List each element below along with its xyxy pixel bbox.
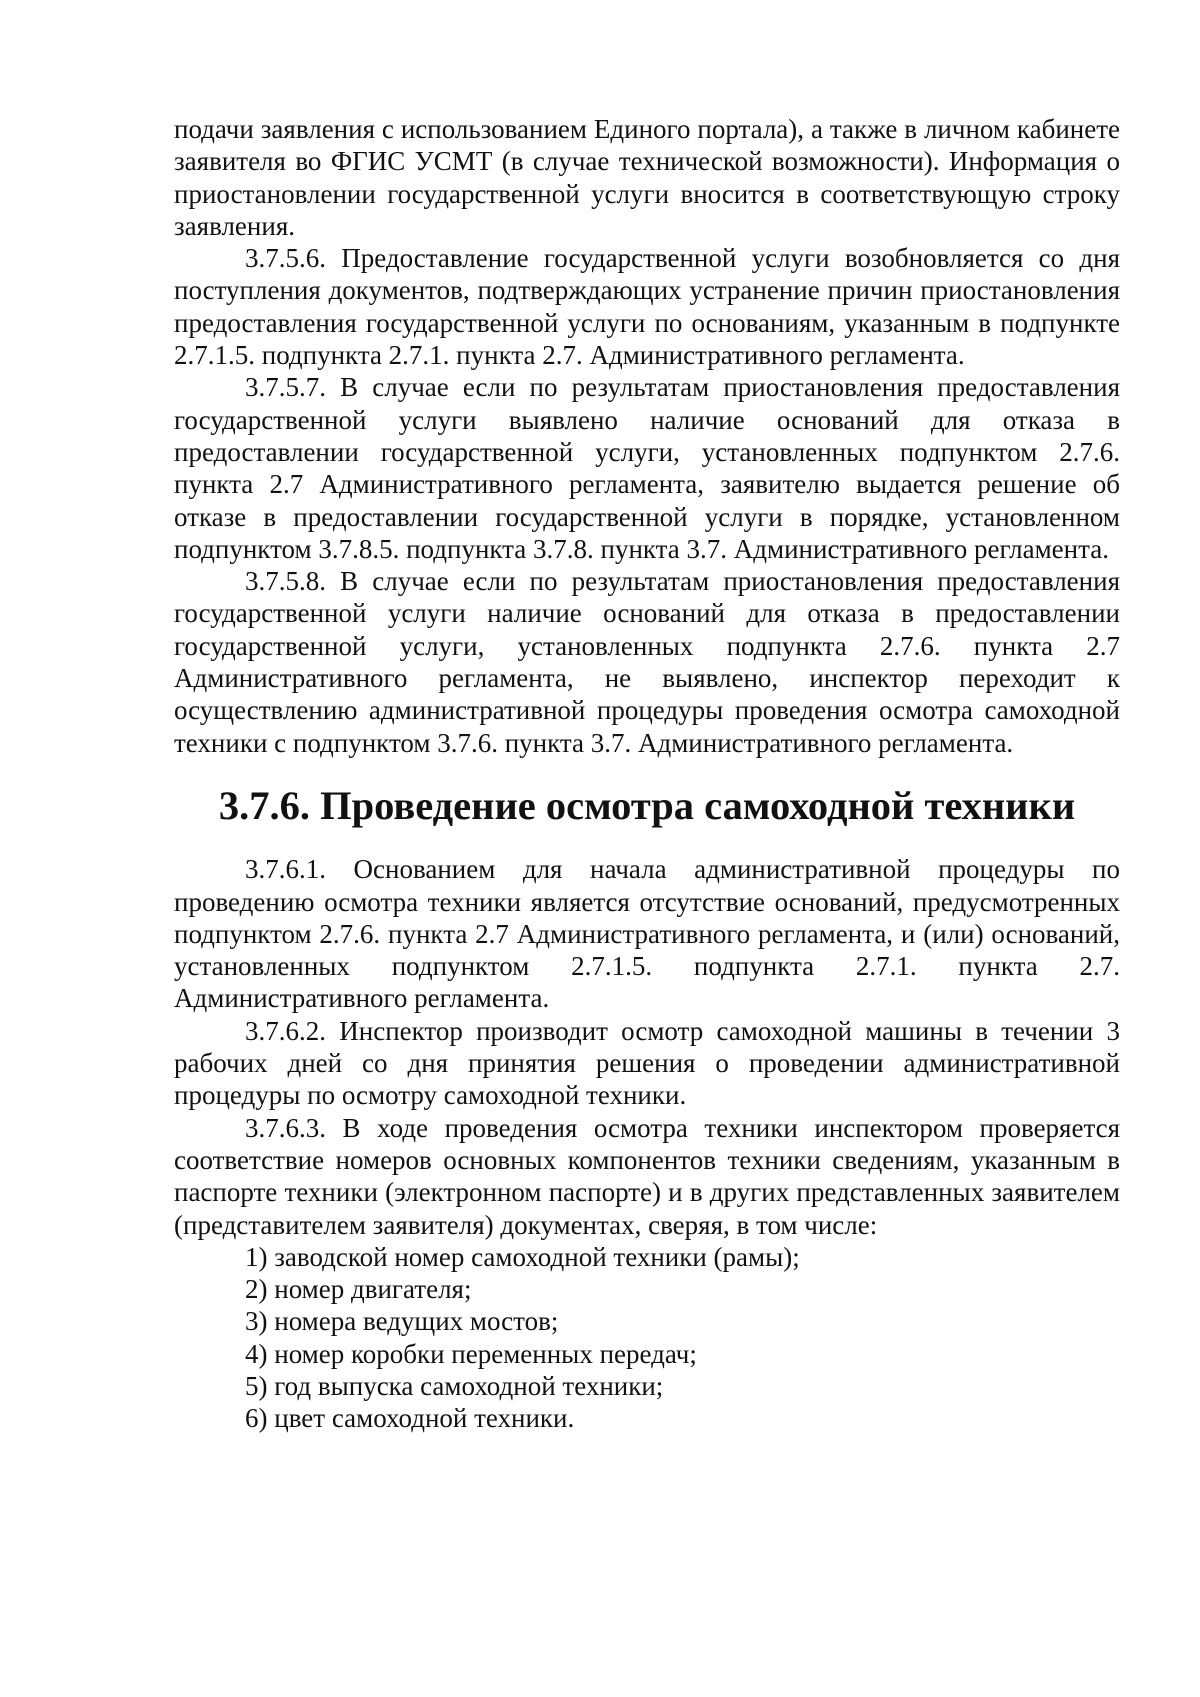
paragraph-3-7-6-2: 3.7.6.2. Инспектор производит осмотр самоходной машины в течении 3 рабочих дней со дня принятия решения о проведении административной процедуры по осмотру самоходной техники. [174,1015,1120,1111]
section-heading-3-7-6: 3.7.6. Проведение осмотра самоходной техники [218,782,1076,828]
paragraph-3-7-6-3: 3.7.6.3. В ходе проведения осмотра техники инспектором проверяется соответствие номеров основных компонентов техники сведениям, указанным в паспорте техники (электронном паспорте) и в других представленных заявителем (представителем заявителя) документах, сверяя, в том числе: [174,1112,1120,1240]
list-item: 5) год выпуска самоходной техники; [245,1370,664,1401]
component-check-list [174,1241,1120,1435]
list-item: 4) номер коробки переменных передач; [245,1338,697,1369]
paragraph-3-7-5-6: 3.7.5.6. Предоставление государственной услуги возобновляется со дня поступления документов, подтверждающих устранение причин приостановления предоставления государственной услуги по основаниям, указанным в подпункте 2.7.1.5. подпункта 2.7.1. пункта 2.7. Административного регламента. [174,243,1120,371]
list-item: 1) заводской номер самоходной техники (рамы); [245,1241,800,1272]
list-item: 3) номера ведущих мостов; [245,1306,559,1337]
document-page [174,113,1120,1435]
list-item: 6) цвет самоходной техники. [245,1403,575,1434]
paragraph-continuation: подачи заявления с использованием Единого портала), а также в личном кабинете заявителя во ФГИС УСМТ (в случае технической возможности). Информация о приостановлении государственной услуги вносится в соответствующую строку заявления. [174,114,1120,241]
paragraph-3-7-5-8: 3.7.5.8. В случае если по результатам приостановления предоставления государственной услуги наличие оснований для отказа в предоставлении государственной услуги, установленных подпункта 2.7.6. пункта 2.7 Административного регламента, не выявлено, инспектор переходит к осуществлению административной процедуры проведения осмотра самоходной техники с подпунктом 3.7.6. пункта 3.7. Административного регламента. [174,566,1120,758]
paragraph-3-7-5-7: 3.7.5.7. В случае если по результатам приостановления предоставления государственной услуги выявлено наличие оснований для отказа в предоставлении государственной услуги, установленных подпунктом 2.7.6. пункта 2.7 Административного регламента, заявителю выдается решение об отказе в предоставлении государственной услуги в порядке, установленном подпунктом 3.7.8.5. подпункта 3.7.8. пункта 3.7. Административного регламента. [174,372,1120,564]
paragraph-3-7-6-1: 3.7.6.1. Основанием для начала административной процедуры по проведению осмотра техники является отсутствие оснований, предусмотренных подпунктом 2.7.6. пункта 2.7 Административного регламента, и (или) оснований, установленных подпунктом 2.7.1.5. подпункта 2.7.1. пункта 2.7. Административного регламента. [174,854,1120,1014]
list-item: 2) номер двигателя; [245,1274,472,1305]
